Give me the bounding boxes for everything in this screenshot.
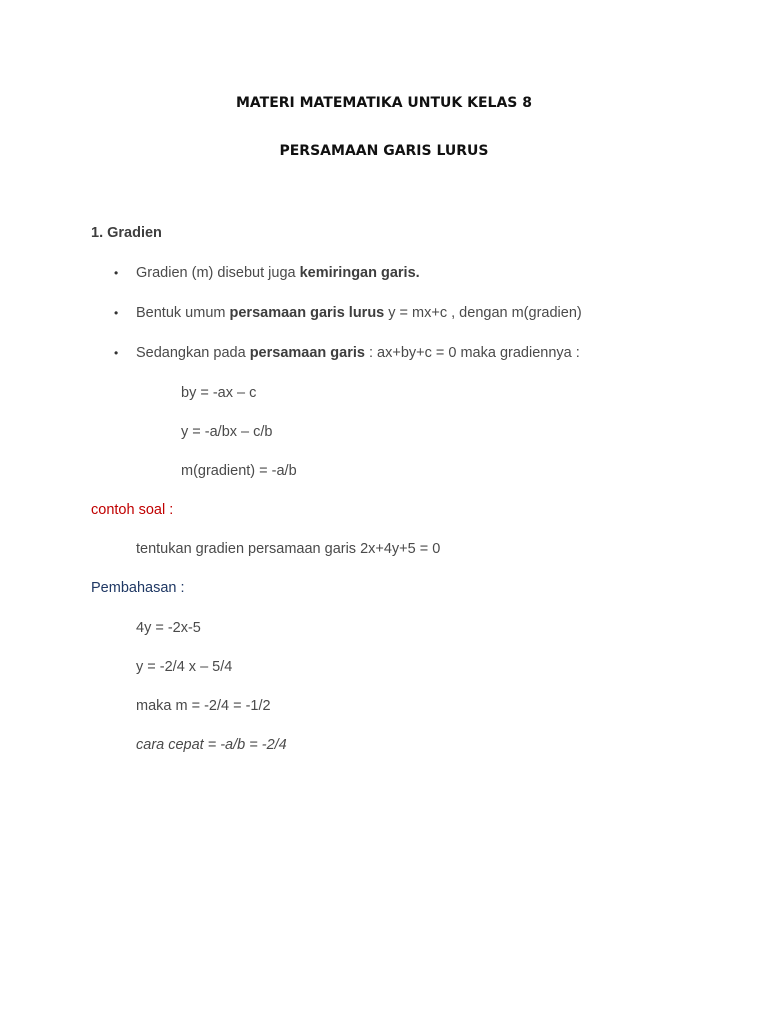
derivation-line: by = -ax – c bbox=[181, 385, 257, 401]
derivation-line: y = -a/bx – c/b bbox=[181, 424, 273, 440]
bullet-text-after: : ax+by+c = 0 maka gradiennya : bbox=[364, 345, 580, 361]
solution-step: maka m = -2/4 = -1/2 bbox=[136, 698, 271, 714]
bullet-item bbox=[136, 303, 582, 323]
solution-step: y = -2/4 x – 5/4 bbox=[136, 659, 233, 675]
example-label: contoh soal : bbox=[91, 502, 174, 518]
example-question: tentukan gradien persamaan garis 2x+4y+5 = 0 bbox=[136, 541, 441, 557]
bullet-item bbox=[136, 263, 420, 283]
derivation-line: m(gradient) = -a/b bbox=[181, 463, 297, 479]
section-heading-gradien: 1. Gradien bbox=[91, 225, 162, 241]
bullet-bold-text: persamaan garis lurus bbox=[229, 305, 385, 321]
bullet-icon: • bbox=[114, 346, 119, 360]
bullet-icon: • bbox=[114, 266, 119, 280]
bullet-text: Gradien (m) disebut juga bbox=[136, 265, 300, 281]
solution-shortcut: cara cepat = -a/b = -2/4 bbox=[136, 737, 287, 753]
bullet-text: Bentuk umum bbox=[136, 305, 230, 321]
solution-label: Pembahasan : bbox=[91, 580, 185, 596]
bullet-text-after: y = mx+c , dengan m(gradien) bbox=[384, 305, 582, 321]
bullet-text: Sedangkan pada bbox=[136, 345, 250, 361]
solution-step: 4y = -2x-5 bbox=[136, 620, 201, 636]
bullet-bold-text: persamaan garis bbox=[249, 345, 365, 361]
bullet-item bbox=[136, 343, 580, 363]
bullet-bold-text: kemiringan garis. bbox=[299, 265, 420, 281]
document-subtitle: PERSAMAAN GARIS LURUS bbox=[279, 143, 489, 159]
document-title: MATERI MATEMATIKA UNTUK KELAS 8 bbox=[235, 95, 533, 111]
bullet-icon: • bbox=[114, 306, 119, 320]
